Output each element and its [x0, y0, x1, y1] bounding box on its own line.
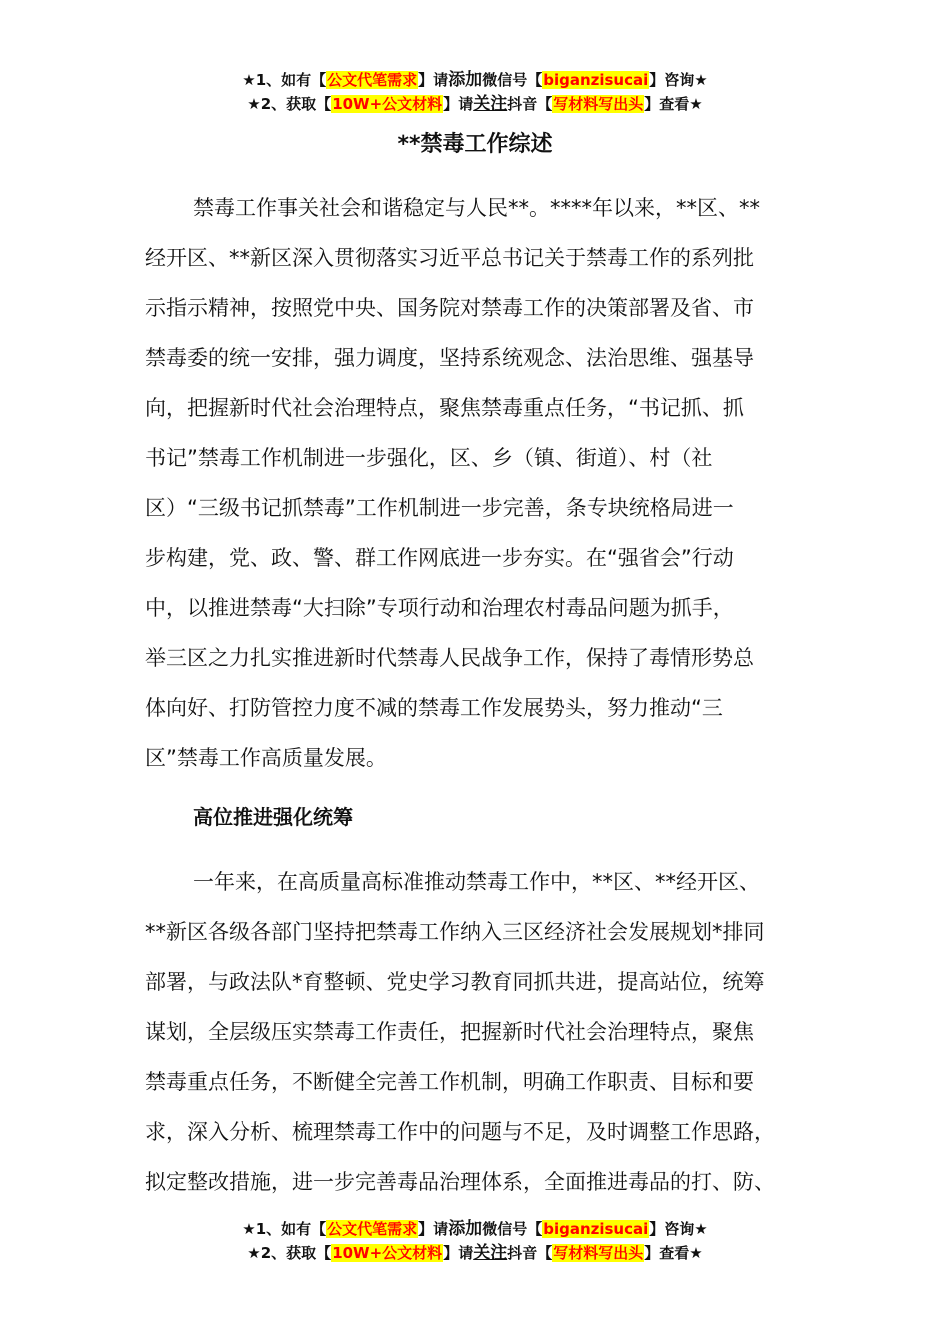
paragraph-line: 示指示精神，按照党中央、国务院对禁毒工作的决策部署及省、市: [145, 296, 754, 320]
paragraph-line: 向，把握新时代社会治理特点，聚焦禁毒重点任务，“书记抓、抓: [145, 396, 744, 420]
paragraph-line: 区”禁毒工作高质量发展。: [145, 746, 387, 770]
paragraph-line: 步构建，党、政、警、群工作网底进一步夯实。在“强省会”行动: [145, 546, 734, 570]
banner-line-2: [0, 92, 950, 116]
paragraph-line: 举三区之力扎实推进新时代禁毒人民战争工作，保持了毒情形势总: [145, 646, 754, 670]
highlight-douyin-account: 写材料写出头: [553, 95, 644, 113]
paragraph-line: 禁毒工作事关社会和谐稳定与人民**。****年以来，**区、**: [193, 196, 760, 220]
banner-text: 】请: [418, 1220, 449, 1238]
footer-banner: [0, 1217, 950, 1265]
banner-line-2: [0, 1241, 950, 1265]
banner-text: ★2、获取【: [247, 95, 332, 113]
highlight-douyin-account: 写材料写出头: [553, 1244, 644, 1262]
banner-emphasis: 添加: [448, 70, 483, 90]
paragraph-line: 禁毒委的统一安排，强力调度，坚持系统观念、法治思维、强基导: [145, 346, 754, 370]
paragraph-section-1: [145, 857, 810, 1207]
paragraph-line: 经开区、**新区深入贯彻落实习近平总书记关于禁毒工作的系列批: [145, 246, 754, 270]
highlight-wechat-id: biganzisucai: [543, 71, 649, 89]
paragraph-line: 拟定整改措施，进一步完善毒品治理体系，全面推进毒品的打、防、: [145, 1170, 775, 1194]
paragraph-line: 谋划，全层级压实禁毒工作责任，把握新时代社会治理特点，聚焦: [145, 1020, 754, 1044]
paragraph-line: 求，深入分析、梳理禁毒工作中的问题与不足，及时调整工作思路，: [145, 1120, 775, 1144]
banner-text: 抖音【: [507, 95, 553, 113]
paragraph-line: 禁毒重点任务，不断健全完善工作机制，明确工作职责、目标和要: [145, 1070, 754, 1094]
banner-line-1: [0, 68, 950, 92]
banner-text: 】咨询★: [649, 71, 708, 89]
paragraph-line: 书记”禁毒工作机制进一步强化，区、乡（镇、街道）、村（社: [145, 446, 713, 470]
banner-text: 抖音【: [507, 1244, 553, 1262]
highlight-materials: 10W+公文材料: [332, 95, 443, 113]
banner-line-1: [0, 1217, 950, 1241]
banner-emphasis: 关注: [473, 94, 508, 114]
banner-text: ★2、获取【: [247, 1244, 332, 1262]
highlight-materials: 10W+公文材料: [332, 1244, 443, 1262]
paragraph-line: 部署，与政法队*育整顿、党史学习教育同抓共进，提高站位，统筹: [145, 970, 765, 994]
header-banner: [0, 68, 950, 116]
banner-text: 】咨询★: [649, 1220, 708, 1238]
document-title: **禁毒工作综述: [397, 132, 553, 157]
paragraph-line: 中，以推进禁毒“大扫除”专项行动和治理农村毒品问题为抓手，: [145, 596, 734, 620]
section-heading: 高位推进强化统筹: [193, 805, 353, 829]
banner-text: 】查看★: [644, 1244, 703, 1262]
highlight-service: 公文代笔需求: [327, 1220, 418, 1238]
banner-text: 】请: [443, 1244, 474, 1262]
banner-emphasis: 添加: [448, 1219, 483, 1239]
highlight-wechat-id: biganzisucai: [543, 1220, 649, 1238]
paragraph-line: 一年来，在高质量高标准推动禁毒工作中，**区、**经开区、: [193, 870, 760, 894]
paragraph-line: 体向好、打防管控力度不减的禁毒工作发展势头，努力推动“三: [145, 696, 723, 720]
paragraph-intro: [145, 183, 810, 783]
banner-text: 】请: [443, 95, 474, 113]
banner-text: 】查看★: [644, 95, 703, 113]
highlight-service: 公文代笔需求: [327, 71, 418, 89]
banner-text: 微信号【: [482, 71, 543, 89]
banner-emphasis: 关注: [473, 1243, 508, 1263]
banner-text: ★1、如有【: [242, 71, 327, 89]
paragraph-line: **新区各级各部门坚持把禁毒工作纳入三区经济社会发展规划*排同: [145, 920, 765, 944]
paragraph-line: 区）“三级书记抓禁毒”工作机制进一步完善，条专块统格局进一: [145, 496, 734, 520]
banner-text: ★1、如有【: [242, 1220, 327, 1238]
banner-text: 】请: [418, 71, 449, 89]
banner-text: 微信号【: [482, 1220, 543, 1238]
